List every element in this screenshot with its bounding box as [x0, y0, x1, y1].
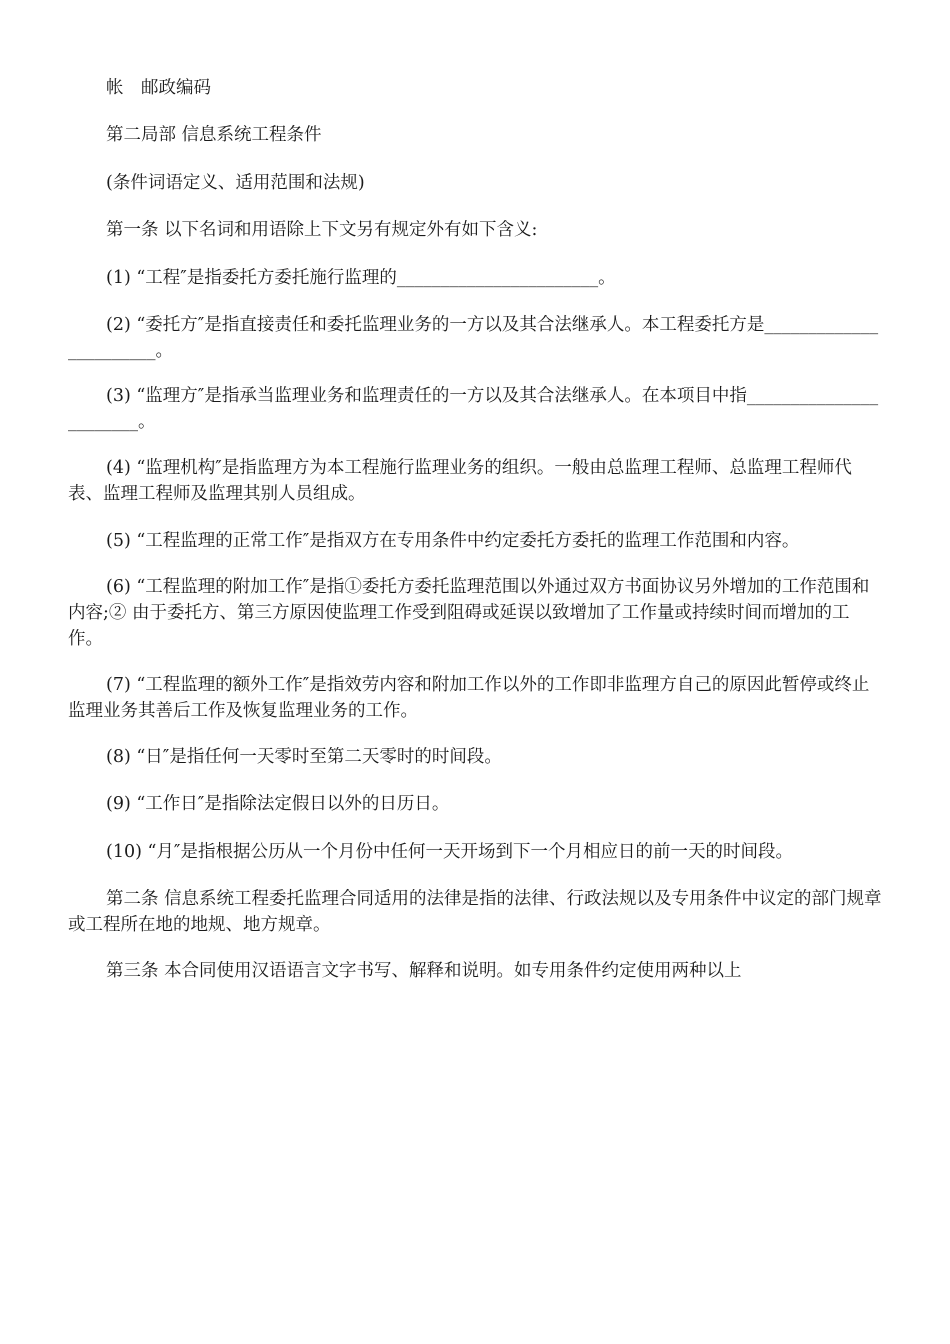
paragraph-text: 第二条 信息系统工程委托监理合同适用的法律是指的法律、行政法规以及专用条件中议定的部门规章或工程所在地的地规、地方规章。	[68, 889, 882, 935]
paragraph-text: (9) “工作日″是指除法定假日以外的日历日。	[106, 794, 450, 814]
definition-4	[68, 455, 884, 507]
paragraph-text: (1) “工程″是指委托方委托施行监理的_______________________。	[106, 268, 616, 288]
paragraph-text: (4) “监理机构″是指监理方为本工程施行监理业务的组织。一般由总监理工程师、总监理工程师代表、监理工程师及监理其别人员组成。	[68, 458, 852, 504]
article-2	[68, 886, 884, 938]
paragraph-text: 帐 邮政编码	[106, 78, 211, 98]
paragraph-text: 第一条 以下名词和用语除上下文另有规定外有如下含义:	[106, 220, 538, 240]
definition-8	[68, 744, 884, 770]
definition-1	[68, 265, 884, 291]
paragraph-text: 第二局部 信息系统工程条件	[106, 125, 322, 145]
definition-2	[68, 312, 884, 364]
paragraph-account-postcode	[68, 75, 884, 101]
paragraph-text: 第三条 本合同使用汉语语言文字书写、解释和说明。如专用条件约定使用两种以上	[106, 961, 742, 981]
paragraph-text: (条件词语定义、适用范围和法规)	[106, 173, 365, 193]
definition-5	[68, 528, 884, 554]
article-3	[68, 958, 884, 984]
paragraph-text: (5) “工程监理的正常工作″是指双方在专用条件中约定委托方委托的监理工作范围和内容。	[106, 531, 800, 551]
paragraph-text: (3) “监理方″是指承当监理业务和监理责任的一方以及其合法继承人。在本项目中指_______________________。	[68, 386, 879, 432]
definition-3	[68, 383, 884, 435]
section-heading	[68, 122, 884, 148]
article-1-intro	[68, 217, 884, 243]
paragraph-text: (7) “工程监理的额外工作″是指效劳内容和附加工作以外的工作即非监理方自己的原因此暂停或终止监理业务其善后工作及恢复监理业务的工作。	[68, 675, 870, 721]
section-subheading	[68, 170, 884, 196]
definition-10	[68, 839, 884, 865]
paragraph-text: (2) “委托方″是指直接责任和委托监理业务的一方以及其合法继承人。本工程委托方是_______________________。	[68, 315, 879, 361]
paragraph-text: (6) “工程监理的附加工作″是指①委托方委托监理范围以外通过双方书面协议另外增加的工作范围和内容;② 由于委托方、第三方原因使监理工作受到阻碍或延误以致增加了工作量或持续时间而增加的工作。	[68, 577, 870, 649]
paragraph-text: (8) “日″是指任何一天零时至第二天零时的时间段。	[106, 747, 502, 767]
paragraph-text: (10) “月″是指根据公历从一个月份中任何一天开场到下一个月相应日的前一天的时间段。	[106, 842, 793, 862]
definition-6	[68, 574, 884, 652]
definition-7	[68, 672, 884, 724]
definition-9	[68, 791, 884, 817]
